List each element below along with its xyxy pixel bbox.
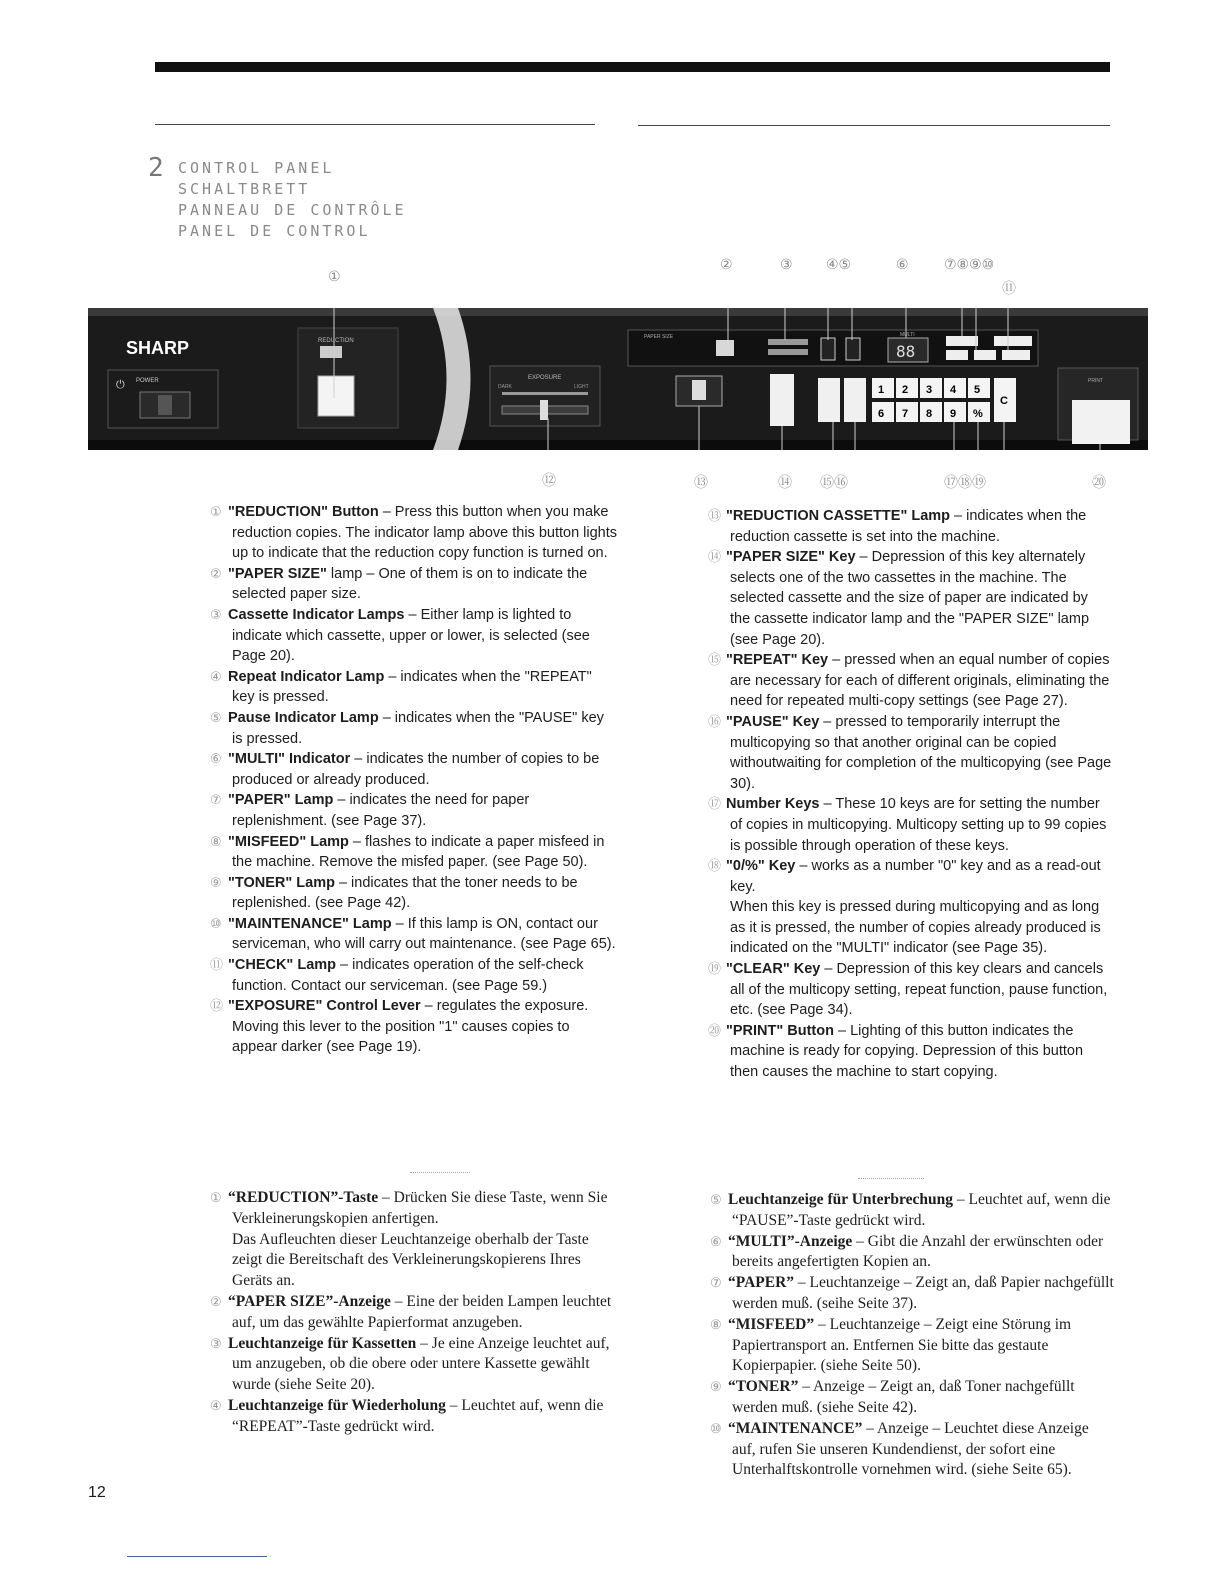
svg-text:4: 4 — [950, 384, 957, 396]
callout-17-19: ⑰⑱⑲ — [944, 474, 986, 490]
de-item-5: ⑤ Leuchtanzeige für Unterbrechung – Leuchtet auf, wenn die “PAUSE”-Taste gedrückt wird. — [710, 1191, 1111, 1229]
svg-text:C: C — [1000, 395, 1008, 407]
item-8: ⑧ "MISFEED" Lamp – flashes to indicate a paper misfeed in the machine. Remove the misfed paper. (see Page 50). — [210, 833, 605, 871]
item-18: ⑱ "0/%" Key – works as a number "0" key and as a read-out key. — [708, 858, 1101, 895]
reduction-cassette-lamp — [320, 346, 342, 358]
de-item-9: ⑨ “TONER” – Anzeige – Zeigt an, daß Toner nachgefüllt werden muß. (siehe Seite 42). — [710, 1378, 1075, 1416]
item-14: ⑭ "PAPER SIZE" Key – Depression of this key alternately selects one of the two cassettes in the machine. The selected cassette and the size of paper are indicated by the cassette indicator lamp and the "PAPER SIZE" lamp (see Page 20). — [708, 549, 1090, 648]
callout-3: ③ — [780, 256, 793, 272]
svg-text:1: 1 — [878, 384, 885, 396]
page-number: 12 — [88, 1484, 106, 1501]
svg-text:8: 8 — [926, 408, 933, 420]
cassette-upper-lamp — [768, 339, 808, 345]
item-4: ④ Repeat Indicator Lamp – indicates when the "REPEAT" key is pressed. — [210, 668, 592, 706]
print-label: PRINT — [1088, 378, 1103, 384]
de-item-1: ① “REDUCTION”-Taste – Drücken Sie diese Taste, wenn Sie Verkleinerungskopien anfertigen. — [210, 1189, 608, 1227]
german-left-column — [206, 1188, 618, 1438]
item-6: ⑥ "MULTI" Indicator – indicates the number of copies to be produced or already produced. — [210, 751, 600, 788]
de-item-6: ⑥ “MULTI”-Anzeige – Gibt die Anzahl der erwünschten oder bereits angefertigten Kopien an. — [710, 1232, 1104, 1271]
callout-12: ⑫ — [542, 472, 556, 488]
reduction-button — [318, 376, 354, 416]
paper-lamp — [946, 350, 968, 360]
callout-20: ⑳ — [1092, 474, 1106, 490]
item-7: ⑦ "PAPER" Lamp – indicates the need for paper replenishment. (see Page 37). — [210, 792, 530, 829]
separator-left — [410, 1172, 470, 1174]
callout-2: ② — [720, 256, 733, 272]
item-3: ③ Cassette Indicator Lamps – Either lamp is lighted to indicate which cassette, upper or lower, is selected (see Page 20). — [210, 606, 590, 665]
paper-size-lamp — [716, 340, 734, 356]
english-right-column — [704, 506, 1112, 1083]
section-titles — [148, 153, 407, 242]
repeat-key-2 — [818, 378, 840, 422]
paper-size-label: PAPER SIZE — [644, 334, 674, 340]
callout-6: ⑥ — [896, 256, 909, 272]
item-9: ⑨ "TONER" Lamp – indicates that the toner needs to be replenished. (see Page 42). — [210, 874, 578, 912]
toner-lamp — [974, 350, 996, 360]
header-rule-right — [638, 125, 1110, 126]
multi-label: MULTI — [900, 332, 915, 338]
de-item-2: ② “PAPER SIZE”-Anzeige – Eine der beiden Lampen leuchtet auf, um das gewählte Papierformat anzugeben. — [210, 1292, 612, 1331]
svg-text:3: 3 — [926, 384, 933, 396]
title-de: SCHALTBRETT — [178, 180, 311, 198]
callout-14: ⑭ — [778, 474, 792, 490]
item-11: ⑪ "CHECK" Lamp – indicates operation of the self-check function. Contact our serviceman. (see Page 59.) — [210, 957, 584, 994]
item-5: ⑤ Pause Indicator Lamp – indicates when the "PAUSE" key is pressed. — [210, 709, 604, 747]
multi-display: 88 — [896, 342, 916, 361]
item-18-extra: When this key is pressed during multicopying and as long as it is pressed, the number of copies already produced is indicated on the "MULTI" indicator (see Page 35). — [730, 899, 1101, 957]
title-en: CONTROL PANEL — [178, 159, 335, 177]
pause-key — [844, 378, 866, 422]
control-panel-illustration — [88, 308, 1148, 450]
de-item-3: ③ Leuchtanzeige für Kassetten – Je eine Anzeige leuchtet auf, um anzugeben, ob die obere oder untere Kassette gewählt wurde (siehe Seite 20). — [210, 1334, 610, 1394]
header-rule-left — [155, 124, 595, 125]
item-2: ② "PAPER SIZE" lamp – One of them is on to indicate the selected paper size. — [210, 565, 588, 603]
exposure-label: EXPOSURE — [528, 375, 562, 381]
item-16: ⑯ "PAUSE" Key – pressed to temporarily interrupt the multicopying so that another original can be copied withoutwaiting for completion of the multicopying (see Page 30). — [708, 713, 1112, 792]
de-item-8: ⑧ “MISFEED” – Leuchtanzeige – Zeigt eine Störung im Papiertransport an. Entfernen Sie bitte das gestaute Kopierpapier. (siehe Seite 50). — [710, 1315, 1072, 1375]
callout-7-10: ⑦⑧⑨⑩ — [944, 256, 995, 272]
item-1: ① "REDUCTION" Button – Press this button when you make reduction copies. The indicator lamp above this button lights up to indicate that the reduction copy function is turned on. — [210, 504, 618, 562]
de-item-7: ⑦ “PAPER” – Leuchtanzeige – Zeigt an, daß Papier nachgefüllt werden muß. (seihe Seite 37). — [710, 1274, 1114, 1312]
item-20: ⑳ "PRINT" Button – Lighting of this button indicates the machine is ready for copying. Depression of this button then causes the machine to start copying. — [708, 1022, 1084, 1081]
de-item-1-extra: Das Aufleuchten dieser Leuchtanzeige oberhalb der Taste zeigt die Bereitschaft des Verkleinerungskopierens Ihres Geräts an. — [232, 1230, 589, 1290]
item-17: ⑰ Number Keys – These 10 keys are for setting the number of copies in multicopying. Multicopy setting up to 99 copies is possible through operation of these keys. — [708, 796, 1107, 854]
item-12: ⑫ "EXPOSURE" Control Lever – regulates the exposure. Moving this lever to the position "1" causes copies to appear darker (see Page 19). — [210, 998, 589, 1056]
exposure-lever — [540, 400, 548, 420]
english-left-column — [206, 502, 618, 1058]
misfeed-lamp — [946, 336, 978, 346]
callout-1: ① — [328, 268, 341, 284]
callout-4-5: ④⑤ — [826, 256, 852, 272]
svg-text:2: 2 — [902, 384, 909, 396]
repeat-key — [770, 374, 794, 426]
svg-text:5: 5 — [974, 384, 981, 396]
pause-indicator — [846, 338, 860, 360]
title-es: PANEL DE CONTROL — [178, 222, 371, 240]
svg-text:LIGHT: LIGHT — [574, 384, 589, 390]
separator-right — [858, 1178, 924, 1180]
svg-text:6: 6 — [878, 408, 885, 420]
svg-text:%: % — [973, 408, 983, 420]
callout-15-16: ⑮⑯ — [820, 474, 848, 490]
check-lamp — [1002, 350, 1030, 360]
reduction-label: REDUCTION — [318, 338, 354, 344]
svg-text:9: 9 — [950, 408, 957, 420]
brand-logo: SHARP — [126, 338, 190, 358]
item-13: ⑬ "REDUCTION CASSETTE" Lamp – indicates when the reduction cassette is set into the machine. — [708, 508, 1087, 545]
item-10: ⑩ "MAINTENANCE" Lamp – If this lamp is ON, contact our serviceman, who will carry out maintenance. (see Page 65). — [210, 915, 616, 953]
callout-11: ⑪ — [1002, 280, 1016, 296]
callout-13: ⑬ — [694, 474, 708, 490]
section-number: 2 — [148, 153, 164, 183]
maintenance-lamp — [994, 336, 1032, 346]
print-button — [1072, 400, 1130, 444]
power-label: POWER — [136, 378, 159, 384]
item-15: ⑮ "REPEAT" Key – pressed when an equal number of copies are necessary for each of different originals, eliminating the need for repeated multi-copy settings (see Page 27). — [708, 652, 1110, 710]
power-icon: ⏻ — [116, 378, 125, 391]
bottom-link-line — [127, 1556, 267, 1557]
de-item-10: ⑩ “MAINTENANCE” – Anzeige – Leuchtet diese Anzeige auf, rufen Sie unseren Kundendienst, der sofort eine Unterhalftskontrolle vornehmen wird. (siehe Seite 65). — [710, 1419, 1089, 1479]
de-item-4: ④ Leuchtanzeige für Wiederholung – Leuchtet auf, wenn die “REPEAT”-Taste gedrückt wird. — [210, 1396, 604, 1435]
german-right-column — [706, 1190, 1114, 1481]
svg-text:DARK: DARK — [498, 384, 512, 390]
svg-text:7: 7 — [902, 408, 909, 420]
cassette-lower-lamp — [768, 349, 808, 355]
title-fr: PANNEAU DE CONTRÔLE — [178, 201, 407, 219]
item-19: ⑲ "CLEAR" Key – Depression of this key clears and cancels all of the multicopy setting, repeat function, pause function, etc. (see Page 34). — [708, 961, 1108, 1019]
repeat-indicator — [821, 338, 835, 360]
top-rule — [155, 62, 1110, 72]
